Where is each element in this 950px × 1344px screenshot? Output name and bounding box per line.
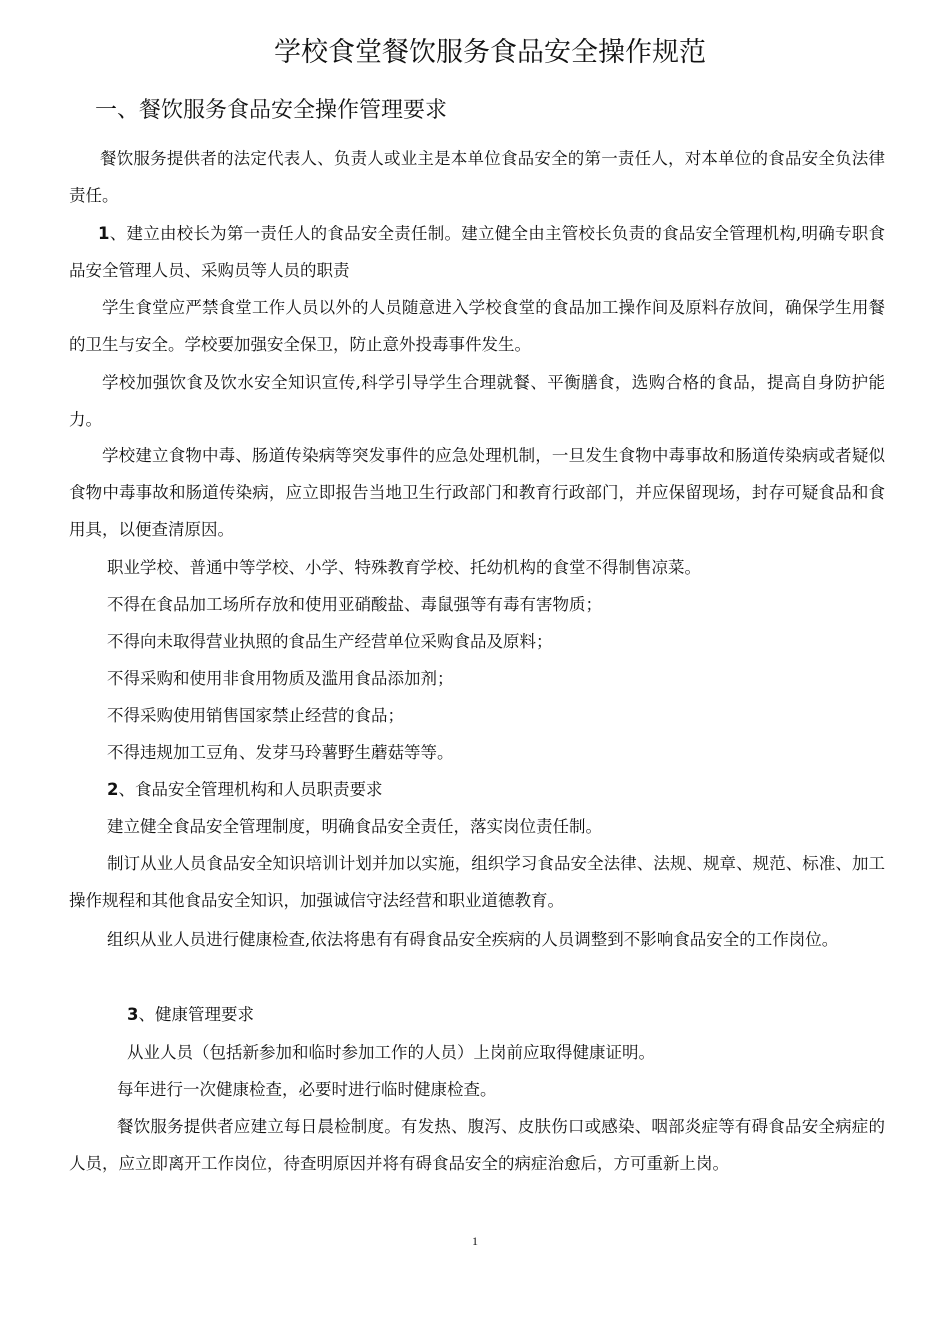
line-management-system: 建立健全食品安全管理制度，明确食品安全责任，落实岗位责任制。 [107,817,602,836]
paragraph-training: 制订从业人员食品安全知识培训计划并加以实施，组织学习食品安全法律、法规、规章、规范、标准、加工操作规程和其他食品安全知识，加强诚信守法经营和职业道德教育。 [69,854,885,910]
item-1-number: 1 [98,224,110,243]
line-health-certificate: 从业人员（包括新参加和临时参加工作的人员）上岗前应取得健康证明。 [127,1043,655,1062]
item-2 [107,771,382,808]
item-3-text: 、健康管理要求 [138,1005,254,1024]
paragraph-morning-check: 餐饮服务提供者应建立每日晨检制度。有发热、腹泻、皮肤伤口或感染、咽部炎症等有碍食品安全病症的人员，应立即离开工作岗位，待查明原因并将有碍食品安全的病症治愈后，方可重新上岗。 [69,1117,885,1173]
document-title: 学校食堂餐饮服务食品安全操作规范 [274,37,706,68]
item-2-text: 、食品安全管理机构和人员职责要求 [118,780,383,799]
page-number: 1 [472,1234,478,1248]
rule-no-risky-processing: 不得违规加工豆角、发芽马玲薯野生蘑菇等等。 [107,743,454,762]
item-3 [127,996,254,1033]
section-heading: 一、餐饮服务食品安全操作管理要求 [95,98,448,123]
rule-no-cold-dishes: 职业学校、普通中等学校、小学、特殊教育学校、托幼机构的食堂不得制售凉菜。 [107,558,701,577]
paragraph-emergency: 学校建立食物中毒、肠道传染病等突发事件的应急处理机制，一旦发生食物中毒事故和肠道传染病或者疑似食物中毒事故和肠道传染病，应立即报告当地卫生行政部门和教育行政部门，并应保留现场，封存可疑食品和食用具，以便查清原因。 [69,446,885,539]
paragraph-health-check: 组织从业人员进行健康检查,依法将患有有碍食品安全疾病的人员调整到不影响食品安全的工作岗位。 [107,930,839,949]
rule-no-banned-food: 不得采购使用销售国家禁止经营的食品； [107,706,404,725]
paragraph-safety-education: 学校加强饮食及饮水安全知识宣传,科学引导学生合理就餐、平衡膳食，选购合格的食品，提高自身防护能力。 [69,373,885,429]
rule-no-toxic: 不得在食品加工场所存放和使用亚硝酸盐、毒鼠强等有毒有害物质； [107,595,602,614]
rule-licensed-suppliers: 不得向未取得营业执照的食品生产经营单位采购食品及原料； [107,632,553,651]
item-1-text: 、建立由校长为第一责任人的食品安全责任制。建立健全由主管校长负责的食品安全管理机构,明确专职食品安全管理人员、采购员等人员的职责 [69,224,885,280]
item-3-number: 3 [127,1005,139,1024]
item-1 [69,215,885,289]
line-annual-check: 每年进行一次健康检查，必要时进行临时健康检查。 [117,1080,497,1099]
paragraph-intro: 餐饮服务提供者的法定代表人、负责人或业主是本单位食品安全的第一责任人，对本单位的食品安全负法律责任。 [69,149,885,205]
item-2-number: 2 [107,780,119,799]
rule-no-additives: 不得采购和使用非食用物质及滥用食品添加剂； [107,669,454,688]
paragraph-canteen-access: 学生食堂应严禁食堂工作人员以外的人员随意进入学校食堂的食品加工操作间及原料存放间，确保学生用餐的卫生与安全。学校要加强安全保卫，防止意外投毒事件发生。 [69,298,885,354]
